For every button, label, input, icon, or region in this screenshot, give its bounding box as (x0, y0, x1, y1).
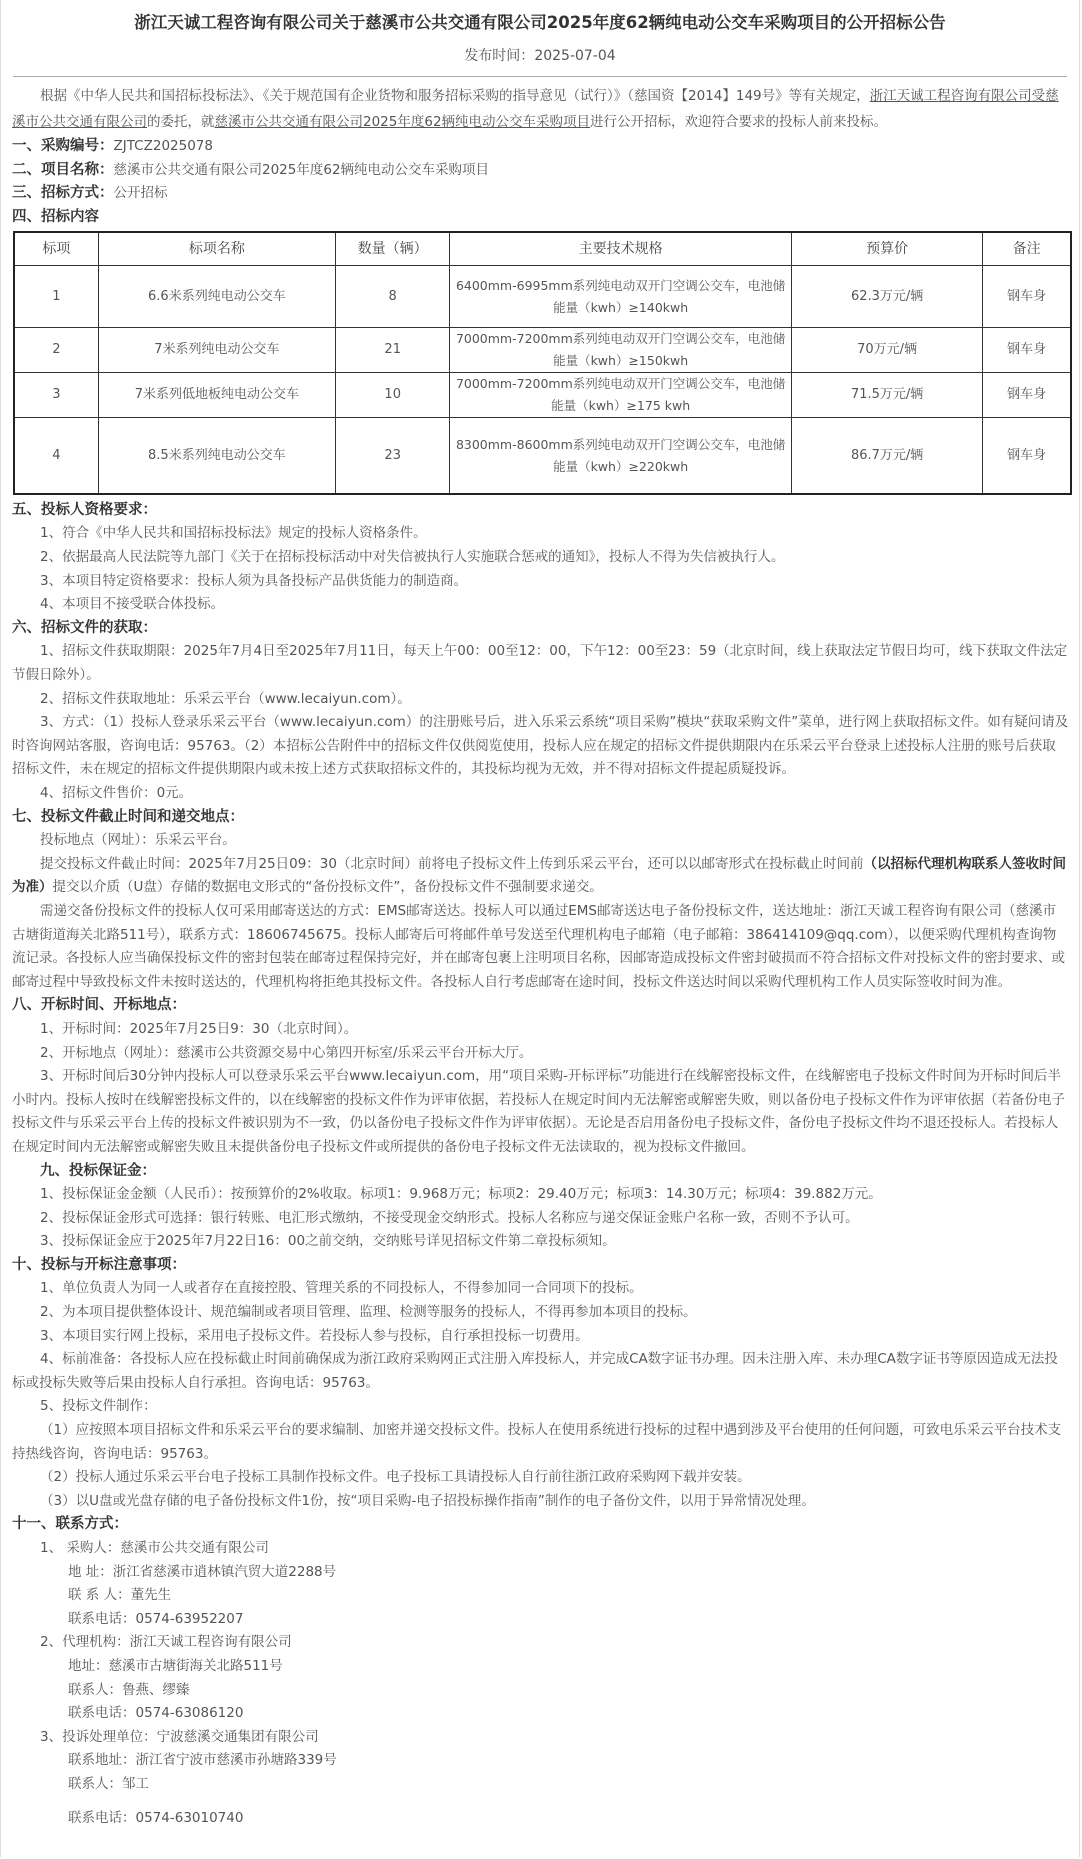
list-item: （2）投标人通过乐采云平台电子投标工具制作投标文件。电子投标工具请投标人自行前往浙江政府采购网下载并安装。 (40, 1469, 751, 1486)
label: 三、招标方式： (12, 185, 114, 202)
section-heading: 十一、联系方式： (12, 1516, 128, 1533)
purchaser-phone: 联系电话：0574-63952207 (68, 1610, 244, 1627)
intro-text: 根据《中华人民共和国招标投标法》、《关于规范国有企业货物和服务招标采购的指导意见（试行）》（慈国资【2014】149号》等有关规定， (40, 88, 870, 104)
cell: 7000mm-7200mm系列纯电动双开门空调公交车，电池储能量（kwh）≥150kwh (450, 328, 792, 373)
cell: 6400mm-6995mm系列纯电动双开门空调公交车，电池储能量（kwh）≥140kwh (450, 266, 792, 328)
purchaser-contact: 联 系 人：董先生 (68, 1587, 172, 1604)
cell: 6.6米系列纯电动公交车 (98, 266, 335, 328)
list-item: 3、开标时间后30分钟内投标人可以登录乐采云平台www.lecaiyun.com，用“项目采购-开标评标”功能进行在线解密投标文件，在线解密电子投标文件时间为开标时间后半小时内。投标人按时在线解密投标文件的，以在线解密的投标文件作为评审依据，若投标人在规定时间内无法解密或解密失败，则以备份电子投标文件作为评审依据（若备份电子投标文件与乐采云平台上传的投标文件被识别为不一致，仍以备份电子投标文件作为评审依据）。无论是否启用备份电子投标文件，备份电子投标文件均不退还投标人。若投标人在规定时间内无法解密或解密失败且未提供备份电子投标文件或所提供的备份电子投标文件无法读取的，视为投标文件撤回。 (12, 1068, 1065, 1155)
agency-contact: 联系人：鲁燕、缪臻 (68, 1681, 190, 1698)
column-header: 预算价 (791, 232, 982, 266)
project-link[interactable]: 慈溪市公共交通有限公司2025年度62辆纯电动公交车采购项目 (214, 114, 591, 130)
cell: 1 (14, 266, 98, 328)
section-heading: 十、投标与开标注意事项： (12, 1256, 186, 1273)
label: 一、采购编号： (12, 138, 114, 154)
list-item: 5、投标文件制作： (40, 1398, 157, 1415)
agency: 2、代理机构：浙江天诚工程咨询有限公司 (40, 1634, 292, 1651)
section-heading: 六、招标文件的获取： (12, 619, 157, 636)
cell: 8300mm-8600mm系列纯电动双开门空调公交车，电池储能量（kwh）≥220kwh (450, 418, 792, 494)
table-row (14, 418, 1071, 494)
section-heading: 八、开标时间、开标地点： (12, 997, 186, 1014)
content (1, 77, 1079, 1830)
list-item: 3、投标保证金应于2025年7月22日16：00之前交纳，交纳账号详见招标文件第二章投标须知。 (40, 1233, 616, 1250)
cell: 21 (336, 328, 450, 373)
list-item: 3、本项目实行网上投标，采用电子投标文件。若投标人参与投标，自行承担投标一切费用。 (40, 1327, 589, 1344)
list-item: 1、开标时间：2025年7月25日9：30（北京时间）。 (40, 1020, 358, 1037)
list-item: 1、投标保证金金额（人民币）：按预算价的2%收取。标项1：9.968万元；标项2：29.40万元；标项3：14.30万元；标项4：39.882万元。 (40, 1186, 882, 1203)
cell: 2 (14, 328, 98, 373)
list-item: 3、方式：（1）投标人登录乐采云平台（www.lecaiyun.com）的注册账号后，进入乐采云系统“项目采购”模块“获取采购文件”菜单，进行网上获取招标文件。如有疑问请及时咨询网站客服，咨询电话：95763。（2）本招标公告附件中的招标文件仅供阅览使用，投标人应在规定的招标文件提供期限内在乐采云平台登录上述投标人注册的账号后获取招标文件，未在规定的招标文件提供期限内或未按上述方式获取招标文件的，其投标均视为无效，并不得对招标文件提起质疑投诉。 (12, 714, 1069, 778)
paragraph: 投标地点（网址）：乐采云平台。 (40, 832, 236, 849)
cell: 4 (14, 418, 98, 494)
cell: 7米系列低地板纯电动公交车 (98, 373, 335, 418)
cell: 钢车身 (983, 266, 1071, 328)
cell: 62.3万元/辆 (791, 266, 982, 328)
text: 提交以介质（U盘）存储的数据电文形式的“备份投标文件”，备份投标文件不强制要求递交。 (52, 879, 603, 896)
section-heading: 七、投标文件截止时间和递交地点： (12, 808, 244, 825)
paragraph (12, 853, 1069, 900)
complaint-phone: 联系电话：0574-63010740 (68, 1809, 244, 1826)
list-item: 2、开标地点（网址）：慈溪市公共资源交易中心第四开标室/乐采云平台开标大厅。 (40, 1044, 533, 1061)
list-item: 2、依据最高人民法院等九部门《关于在招标投标活动中对失信被执行人实施联合惩戒的通知》，投标人不得为失信被执行人。 (40, 549, 785, 566)
table-header-row (14, 232, 1071, 266)
complaint-unit: 3、投诉处理单位：宁波慈溪交通集团有限公司 (40, 1728, 319, 1745)
cell: 7米系列纯电动公交车 (98, 328, 335, 373)
list-item: （1）应按照本项目招标文件和乐采云平台的要求编制、加密并递交投标文件。投标人在使用系统进行投标的过程中遇到涉及平台使用的任何问题，可致电乐采云平台技术支持热线咨询，咨询电话：95763。 (12, 1422, 1062, 1462)
procurement-number (12, 135, 1069, 159)
list-item: 4、本项目不接受联合体投标。 (40, 596, 225, 613)
cell: 70万元/辆 (791, 328, 982, 373)
cell: 8.5米系列纯电动公交车 (98, 418, 335, 494)
list-item: 2、为本项目提供整体设计、规范编制或者项目管理、监理、检测等服务的投标人，不得再参加本项目的投标。 (40, 1304, 697, 1321)
section-heading: 九、投标保证金： (40, 1162, 156, 1179)
purchaser: 1、 采购人：慈溪市公共交通有限公司 (40, 1540, 269, 1556)
tender-method (12, 182, 1069, 206)
list-item: 2、投标保证金形式可选择：银行转账、电汇形式缴纳，不接受现金交纳形式。投标人名称应与递交保证金账户名称一致，否则不予认可。 (40, 1209, 859, 1226)
value: ZJTCZ2025078 (113, 138, 213, 154)
cell: 8 (336, 266, 450, 328)
list-item: 3、本项目特定资格要求：投标人须为具备投标产品供货能力的制造商。 (40, 572, 468, 589)
bold-text: （以招标代理机构联系人签收时间为准） (12, 855, 1066, 896)
list-item: 1、单位负责人为同一人或者存在直接控股、管理关系的不同投标人，不得参加同一合同项下的投标。 (40, 1280, 643, 1297)
intro-text: 的委托，就 (147, 114, 215, 130)
table-row (14, 328, 1071, 373)
agency-address: 地址：慈溪市古塘街海关北路511号 (68, 1657, 283, 1674)
purchaser-address: 地 址：浙江省慈溪市逍林镇汽贸大道2288号 (68, 1563, 337, 1580)
publish-date-label: 发布时间： (464, 48, 535, 64)
intro-paragraph (12, 83, 1069, 135)
column-header: 主要技术规格 (450, 232, 792, 266)
list-item: 4、招标文件售价：0元。 (40, 785, 193, 801)
column-header: 标项名称 (98, 232, 335, 266)
agency-link[interactable]: 浙江天诚工程咨询有限公司受慈溪市公共交通有限公司 (12, 88, 1059, 130)
publish-date-value: 2025-07-04 (534, 48, 616, 64)
column-header: 数量（辆） (336, 232, 450, 266)
cell: 钢车身 (983, 373, 1071, 418)
table-row (14, 266, 1071, 328)
list-item: 1、招标文件获取期限：2025年7月4日至2025年7月11日，每天上午00：00至12：00，下午12：00至23：59（北京时间，线上获取法定节假日均可，线下获取文件法定节假日除外）。 (12, 643, 1068, 684)
cell: 3 (14, 373, 98, 418)
page-title: 浙江天诚工程咨询有限公司关于慈溪市公共交通有限公司2025年度62辆纯电动公交车采购项目的公开招标公告 (134, 13, 946, 32)
cell: 23 (336, 418, 450, 494)
cell: 86.7万元/辆 (791, 418, 982, 494)
cell: 10 (336, 373, 450, 418)
complaint-address: 联系地址：浙江省宁波市慈溪市孙塘路339号 (68, 1752, 337, 1769)
list-item: 4、标前准备：各投标人应在投标截止时间前确保成为浙江政府采购网正式注册入库投标人，并完成CA数字证书办理。因未注册入库、未办理CA数字证书等原因造成无法投标或投标失败等后果由投标人自行承担。咨询电话：95763。 (12, 1351, 1058, 1391)
list-item: （3）以U盘或光盘存储的电子备份投标文件1份，按“项目采购-电子招投标操作指南”制作的电子备份文件，以用于异常情况处理。 (40, 1492, 815, 1509)
list-item: 1、符合《中华人民共和国招标投标法》规定的投标人资格条件。 (40, 525, 427, 542)
cell: 钢车身 (983, 328, 1071, 373)
section-heading: 四、招标内容 (12, 208, 99, 225)
table-row (14, 373, 1071, 418)
publish-date (1, 46, 1079, 66)
lots-table (13, 231, 1072, 495)
cell: 7000mm-7200mm系列纯电动双开门空调公交车，电池储能量（kwh）≥175 kwh (450, 373, 792, 418)
project-name (12, 159, 1069, 183)
section-heading: 五、投标人资格要求： (12, 501, 157, 518)
column-header: 标项 (14, 232, 98, 266)
value: 公开招标 (113, 185, 168, 202)
list-item: 2、招标文件获取地址：乐采云平台（www.lecaiyun.com）。 (40, 690, 411, 707)
intro-text: 进行公开招标，欢迎符合要求的投标人前来投标。 (590, 114, 888, 130)
cell: 钢车身 (983, 418, 1071, 494)
text: 提交投标文件截止时间：2025年7月25日09：30（北京时间）前将电子投标文件上传到乐采云平台，还可以以邮寄形式在投标截止时间前 (40, 855, 864, 872)
paragraph: 需递交备份投标文件的投标人仅可采用邮寄送达的方式：EMS邮寄送达。投标人可以通过EMS邮寄送达电子备份投标文件，送达地址：浙江天诚工程咨询有限公司（慈溪市古塘街道海关北路511号），联系方式：18606745675。投标人邮寄后可将邮件单号发送至代理机构电子邮箱（电子邮箱：386414109@qq.com），以便采购代理机构查询物流记录。各投标人应当确保投标文件的密封包装在邮寄过程保持完好，并在邮寄包裹上注明项目名称，因邮寄造成投标文件密封破损而不符合招标文件对投标文件的密封要求、或邮寄过程中导致投标文件未按时送达的，代理机构将拒绝其投标文件。各投标人自行考虑邮寄在途时间，投标文件送达时间以采购代理机构工作人员实际签收时间为准。 (12, 902, 1065, 990)
column-header: 备注 (983, 232, 1071, 266)
value: 慈溪市公共交通有限公司2025年度62辆纯电动公交车采购项目 (113, 161, 490, 178)
label: 二、项目名称： (12, 161, 114, 178)
complaint-contact: 联系人：邹工 (68, 1775, 149, 1792)
cell: 71.5万元/辆 (791, 373, 982, 418)
agency-phone: 联系电话：0574-63086120 (68, 1705, 244, 1722)
